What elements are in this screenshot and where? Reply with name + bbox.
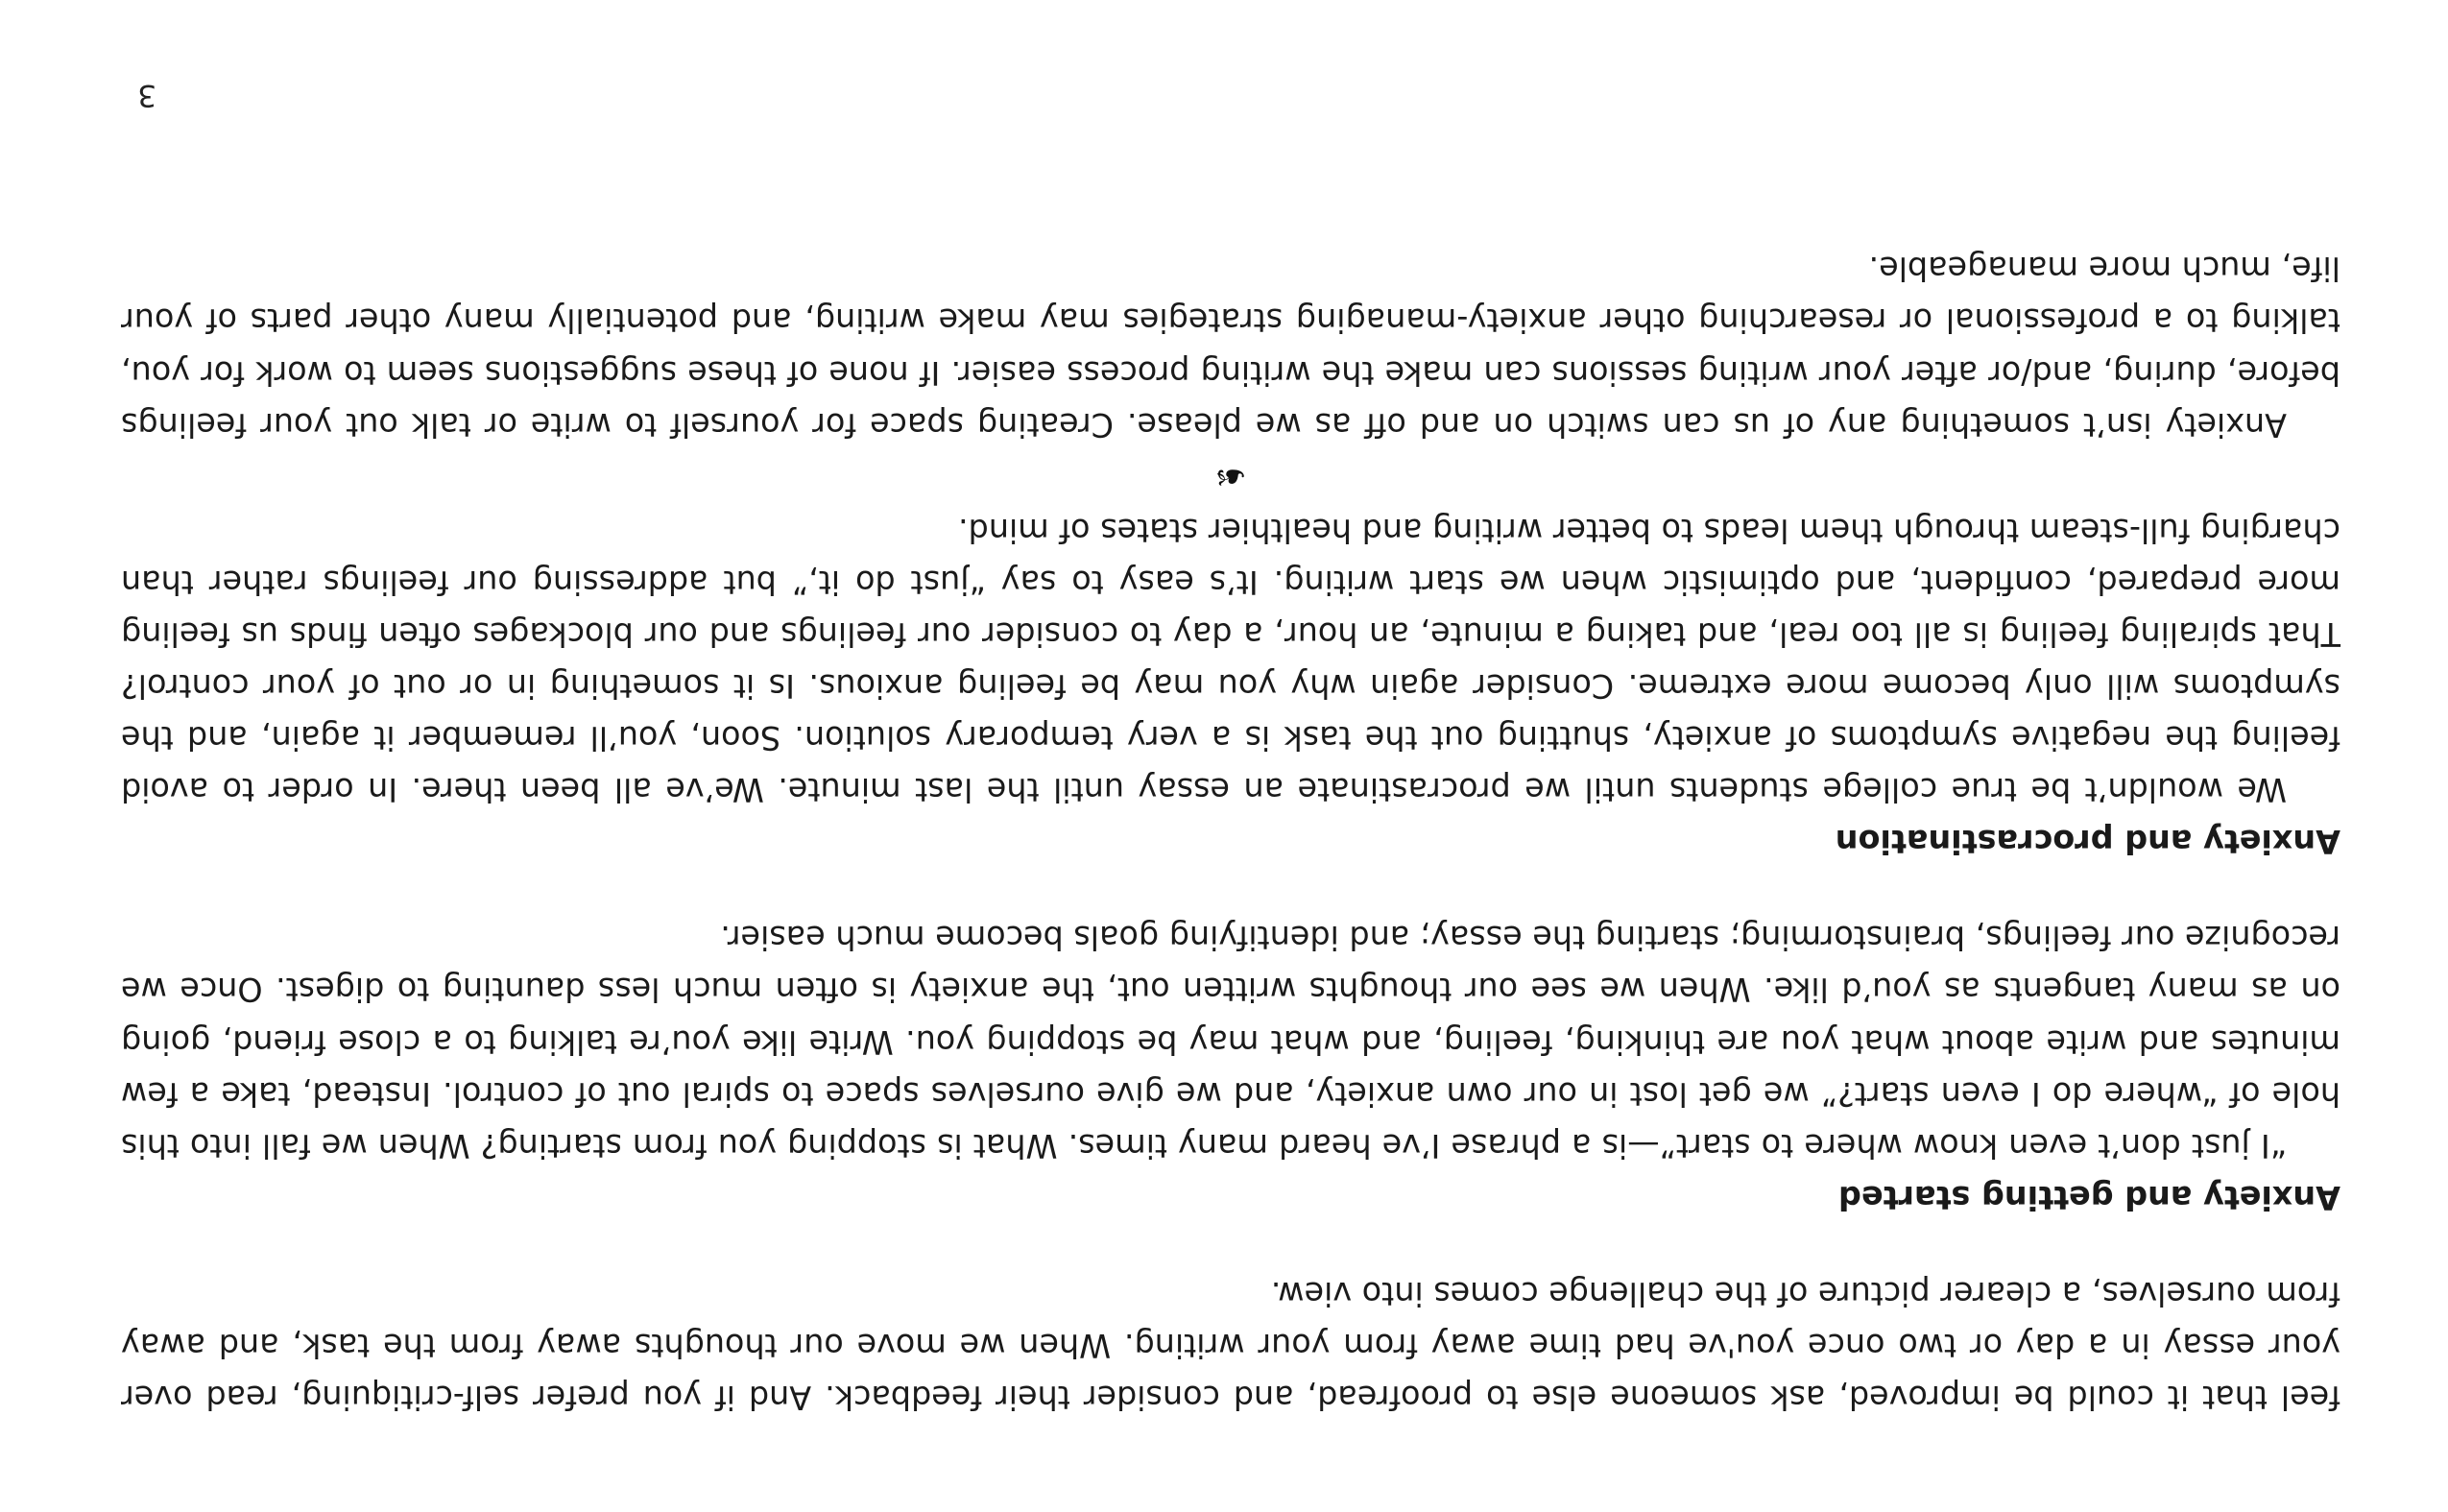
section-divider-ornament: ☙ bbox=[1213, 455, 1248, 498]
paragraph-getting-started: “I just don’t even know where to start”—is a phrase I’ve heard many times. What is stopping you from starting? When we fall into this hole of “where do I even start?” we get lost in our own anxiety, and we give ourselves space to spiral out of control. Instead, take a few minutes and write about what you are thinking, feeling, and what may be stopping you. Write like you’re talking to a close friend, going on as many tangents as you’d like. When we see our thoughts written out, the anxiety is often much less daunting to digest. Once we recognize our feelings, brainstorming; starting the essay; and identifying goals become much easier. bbox=[121, 919, 2340, 1164]
top-paragraph: feel that it could be improved, ask someone else to proofread, and consider their feedback. And if you prefer self-critiquing, read over your essay in a day or two once you've had time away from your writing. When we move our thoughts away from the task, and away from ourselves, a clearer picture of the challenge comes into view. bbox=[121, 1274, 2340, 1416]
paragraph-gap bbox=[121, 1223, 2340, 1267]
closing-paragraph: Anxiety isn’t something any of us can switch on and off as we please. Creating space for yourself to write or talk out your feelings before, during, and/or after your writing sessions can make the writing process easier. If none of these suggestions seem to work for you, talking to a professional or researching other anxiety-managing strategies may make writing, and potentially many other parts of your life, much more manageable. bbox=[121, 250, 2340, 444]
page-number: 3 bbox=[137, 78, 156, 112]
page-content bbox=[121, 242, 2340, 1423]
paragraph-procrastination: We wouldn’t be true college students until we procrastinate an essay until the last minute. We’ve all been there. In order to avoid feeling the negative symptoms of anxiety, shutting out the task is a very temporary solution. Soon, you’ll remember it again, and the symptoms will only become more extreme. Consider again why you may be feeling anxious. Is it something in or out of your control? That spiraling feeling is all too real, and taking a minute, an hour, a day to consider our feelings and our blockages often finds us feeling more prepared, confident, and optimistic when we start writing. It’s easy to say “just do it,” but addressing our feelings rather than charging full-steam through them leads to better writing and healthier states of mind. bbox=[121, 511, 2340, 809]
heading-getting-started: Anxiety and getting started bbox=[1838, 1178, 2340, 1216]
heading-procrastination: Anxiety and procrastination bbox=[1835, 823, 2340, 861]
paragraph-gap bbox=[121, 867, 2340, 911]
